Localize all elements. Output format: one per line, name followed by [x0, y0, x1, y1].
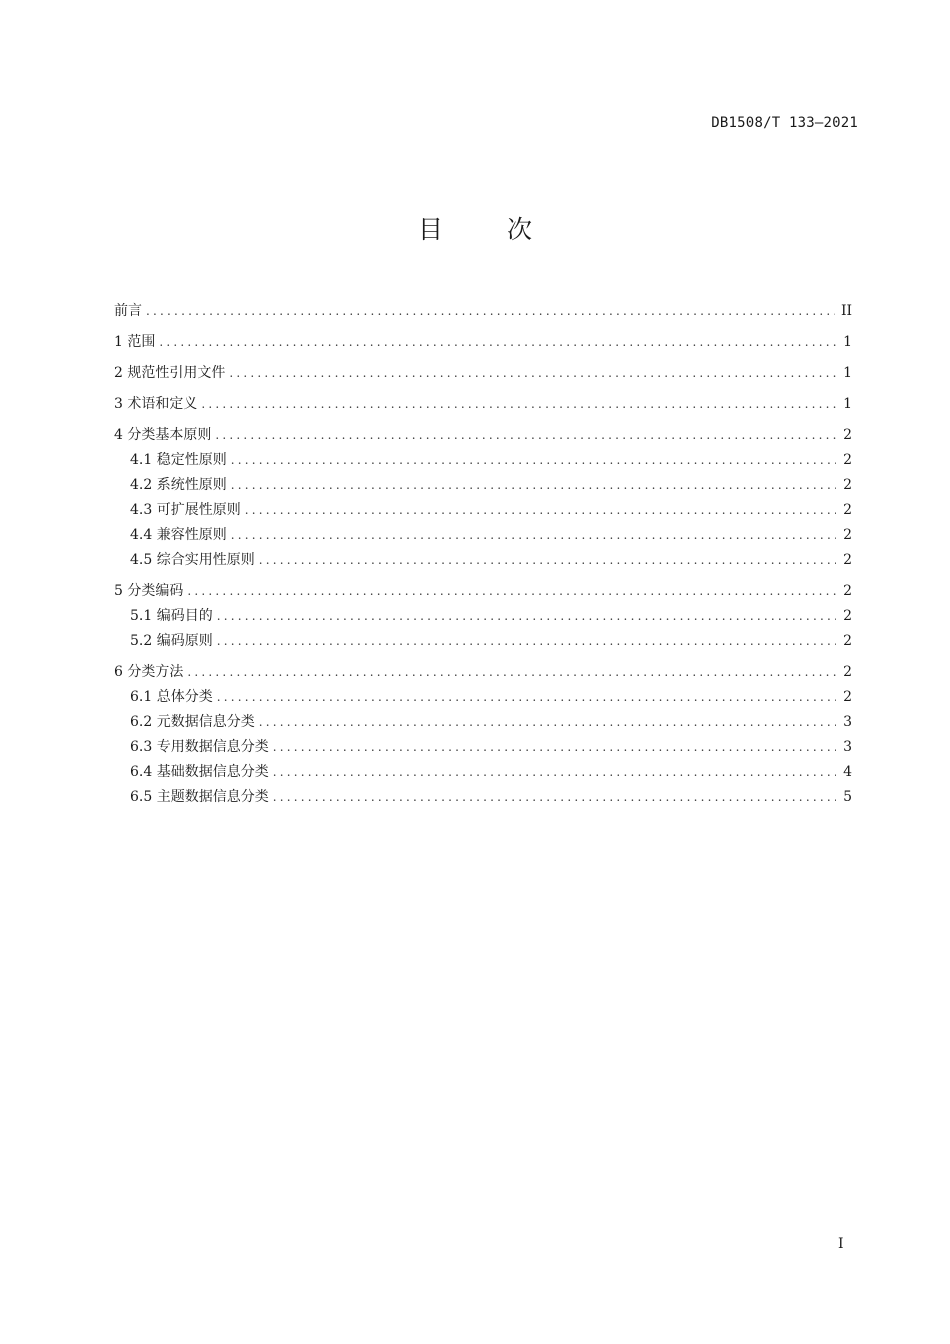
toc-leader-dots — [273, 735, 836, 760]
toc-leader-dots — [217, 604, 836, 629]
toc-leader-dots — [259, 548, 836, 573]
toc-entry-page: 2 — [843, 477, 852, 493]
toc-entry-page: 1 — [843, 334, 852, 350]
toc-entry-label: 6.3 专用数据信息分类 — [130, 739, 269, 755]
toc-entry-4-4[interactable] — [114, 523, 852, 548]
toc-entry-label: 6.2 元数据信息分类 — [130, 714, 255, 730]
toc-entry-5[interactable] — [114, 579, 852, 604]
toc-entry-label: 4.5 综合实用性原则 — [130, 552, 255, 568]
toc-entry-3[interactable] — [114, 392, 852, 417]
toc-leader-dots — [201, 392, 836, 417]
toc-leader-dots — [187, 579, 836, 604]
toc-leader-dots — [217, 685, 836, 710]
toc-entry-page: 2 — [843, 552, 852, 568]
toc-entry-label: 6.5 主题数据信息分类 — [130, 789, 269, 805]
toc-entry-label: 3 术语和定义 — [114, 396, 198, 412]
table-of-contents — [114, 299, 852, 810]
toc-entry-label: 6 分类方法 — [114, 664, 184, 680]
toc-entry-4-2[interactable] — [114, 473, 852, 498]
toc-entry-6-4[interactable] — [114, 760, 852, 785]
toc-leader-dots — [231, 473, 836, 498]
toc-entry-page: 2 — [843, 583, 852, 599]
toc-entry-label: 6.1 总体分类 — [130, 689, 213, 705]
toc-leader-dots — [273, 785, 836, 810]
toc-entry-4-3[interactable] — [114, 498, 852, 523]
toc-entry-6[interactable] — [114, 660, 852, 685]
toc-leader-dots — [217, 629, 836, 654]
toc-entry-label: 2 规范性引用文件 — [114, 365, 226, 381]
toc-entry-page: 3 — [843, 714, 852, 730]
toc-leader-dots — [229, 361, 836, 386]
toc-entry-4[interactable] — [114, 423, 852, 448]
toc-entry-page: 2 — [843, 664, 852, 680]
toc-entry-4-5[interactable] — [114, 548, 852, 573]
toc-leader-dots — [187, 660, 836, 685]
toc-entry-6-2[interactable] — [114, 710, 852, 735]
toc-entry-page: 5 — [843, 789, 852, 805]
toc-entry-label: 5.1 编码目的 — [130, 608, 213, 624]
toc-entry-label: 5.2 编码原则 — [130, 633, 213, 649]
toc-entry-label: 4.4 兼容性原则 — [130, 527, 227, 543]
toc-entry-label: 前言 — [114, 303, 142, 319]
page-title: 目 次 — [418, 215, 560, 244]
toc-leader-dots — [273, 760, 836, 785]
toc-entry-label: 4 分类基本原则 — [114, 427, 212, 443]
toc-entry-page: 2 — [843, 608, 852, 624]
toc-entry-label: 5 分类编码 — [114, 583, 184, 599]
toc-entry-6-5[interactable] — [114, 785, 852, 810]
toc-leader-dots — [159, 330, 836, 355]
toc-entry-foreword[interactable] — [114, 299, 852, 324]
toc-entry-label: 1 范围 — [114, 334, 156, 350]
toc-entry-page: 4 — [843, 764, 852, 780]
page-number: I — [838, 1236, 844, 1252]
toc-entry-page: 2 — [843, 689, 852, 705]
toc-entry-page: 1 — [843, 365, 852, 381]
toc-entry-page: 2 — [843, 502, 852, 518]
toc-entry-page: 2 — [843, 427, 852, 443]
toc-leader-dots — [245, 498, 836, 523]
toc-entry-page: 2 — [843, 527, 852, 543]
toc-leader-dots — [215, 423, 836, 448]
toc-entry-page: 3 — [843, 739, 852, 755]
toc-entry-page: 2 — [843, 452, 852, 468]
toc-entry-5-1[interactable] — [114, 604, 852, 629]
toc-leader-dots — [259, 710, 836, 735]
toc-entry-page: 1 — [843, 396, 852, 412]
toc-entry-label: 4.1 稳定性原则 — [130, 452, 227, 468]
toc-entry-page: II — [840, 303, 852, 319]
document-code: DB1508/T 133—2021 — [711, 115, 858, 131]
toc-entry-6-3[interactable] — [114, 735, 852, 760]
toc-entry-6-1[interactable] — [114, 685, 852, 710]
toc-entry-page: 2 — [843, 633, 852, 649]
toc-entry-label: 4.3 可扩展性原则 — [130, 502, 241, 518]
toc-leader-dots — [146, 299, 835, 324]
toc-entry-4-1[interactable] — [114, 448, 852, 473]
toc-leader-dots — [231, 448, 836, 473]
toc-entry-1[interactable] — [114, 330, 852, 355]
toc-entry-5-2[interactable] — [114, 629, 852, 654]
toc-leader-dots — [231, 523, 836, 548]
toc-entry-2[interactable] — [114, 361, 852, 386]
toc-entry-label: 6.4 基础数据信息分类 — [130, 764, 269, 780]
toc-entry-label: 4.2 系统性原则 — [130, 477, 227, 493]
